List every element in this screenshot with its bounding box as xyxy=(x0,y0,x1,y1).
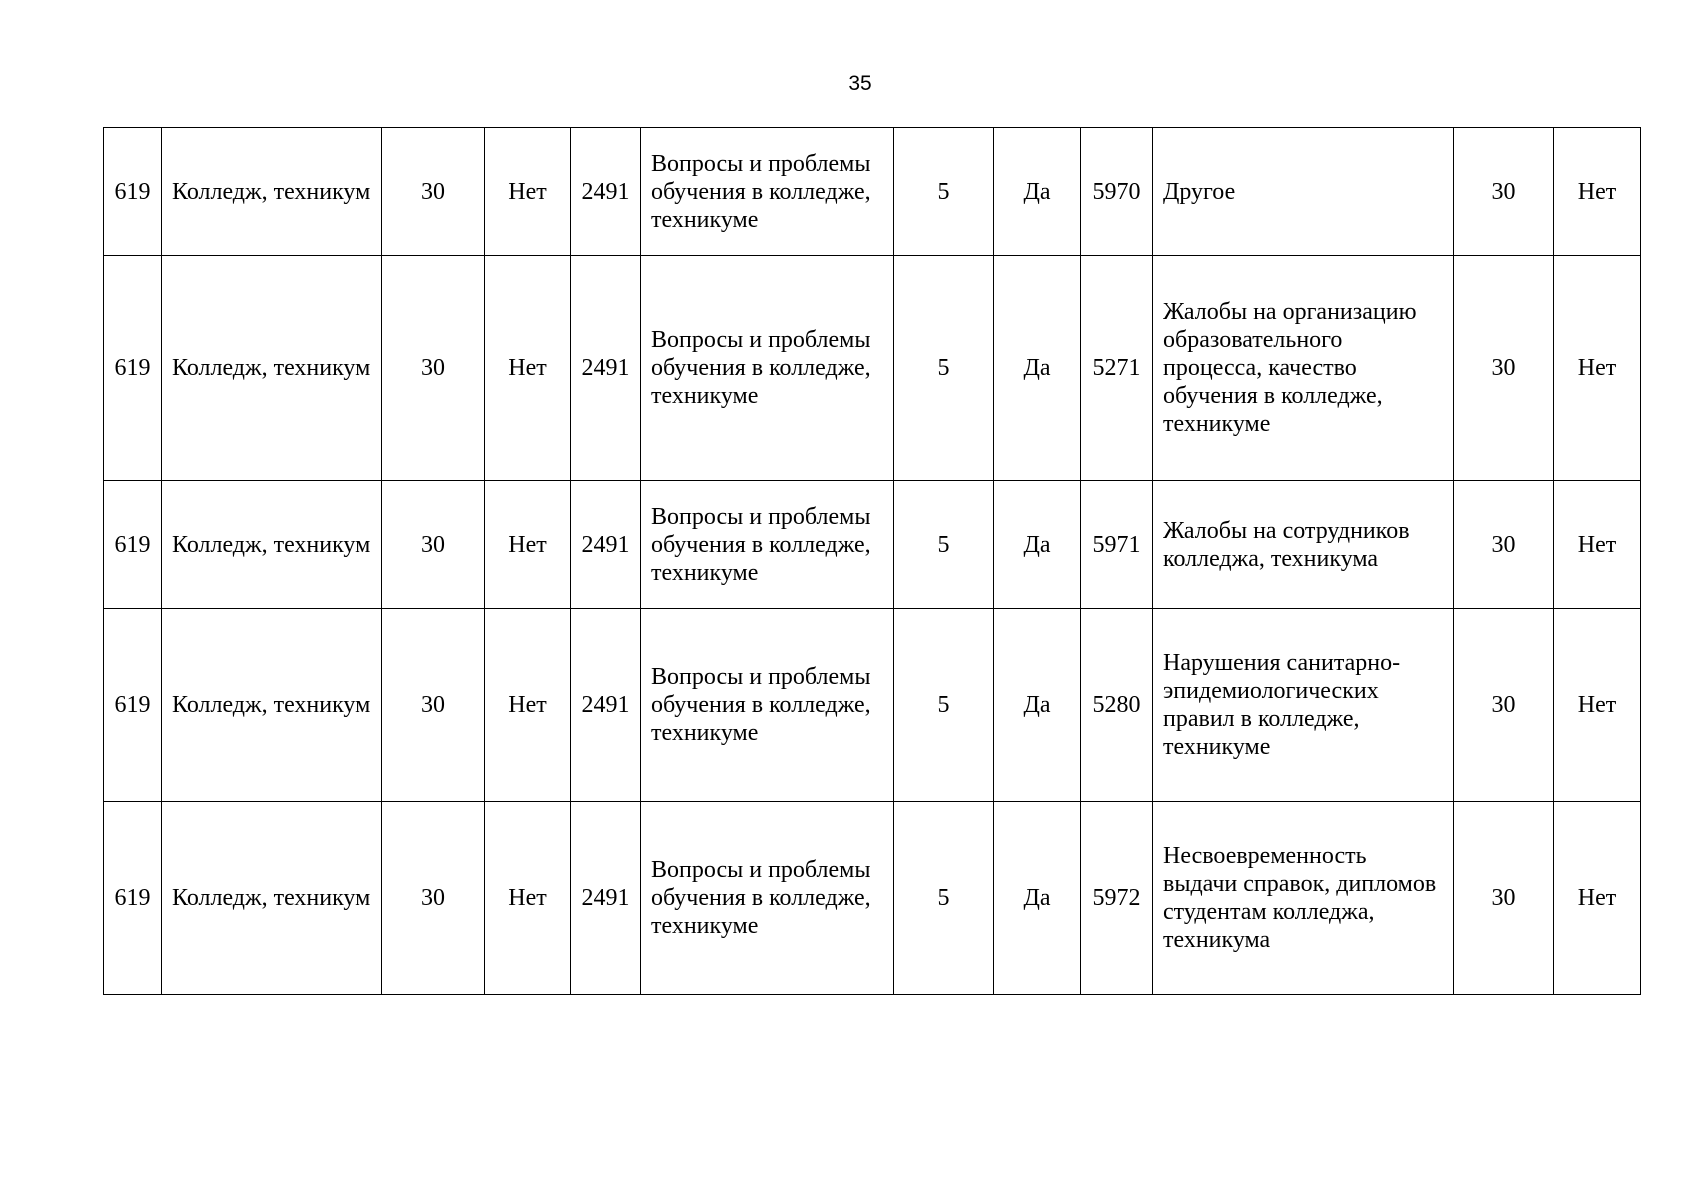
cell-subtopic: Нарушения санитарно-эпидемиологических правил в колледже, техникуме xyxy=(1153,609,1454,802)
cell-subcode: 5271 xyxy=(1081,256,1153,481)
cell-flag: Да xyxy=(994,128,1081,256)
cell-flag: Нет xyxy=(485,609,571,802)
cell-flag: Да xyxy=(994,802,1081,995)
cell-days: 30 xyxy=(1454,802,1554,995)
cell-code: 2491 xyxy=(571,256,641,481)
cell-id: 619 xyxy=(104,128,162,256)
cell-flag: Нет xyxy=(1554,802,1641,995)
cell-flag: Нет xyxy=(1554,609,1641,802)
cell-type: Колледж, техникум xyxy=(162,128,382,256)
cell-flag: Да xyxy=(994,609,1081,802)
cell-days: 30 xyxy=(382,802,485,995)
cell-subcode: 5971 xyxy=(1081,481,1153,609)
cell-days: 30 xyxy=(382,128,485,256)
cell-days: 30 xyxy=(1454,481,1554,609)
cell-days: 5 xyxy=(894,609,994,802)
table-row xyxy=(104,128,1641,256)
cell-days: 5 xyxy=(894,481,994,609)
cell-flag: Да xyxy=(994,256,1081,481)
cell-topic: Вопросы и проблемы обучения в колледже, техникуме xyxy=(641,256,894,481)
cell-code: 2491 xyxy=(571,802,641,995)
cell-id: 619 xyxy=(104,256,162,481)
cell-code: 2491 xyxy=(571,609,641,802)
cell-subcode: 5972 xyxy=(1081,802,1153,995)
cell-code: 2491 xyxy=(571,481,641,609)
cell-flag: Нет xyxy=(485,256,571,481)
cell-topic: Вопросы и проблемы обучения в колледже, техникуме xyxy=(641,128,894,256)
cell-subtopic: Другое xyxy=(1153,128,1454,256)
cell-subtopic: Несвоевременность выдачи справок, дипломов студентам колледжа, техникума xyxy=(1153,802,1454,995)
cell-days: 30 xyxy=(382,256,485,481)
table-row xyxy=(104,256,1641,481)
cell-topic: Вопросы и проблемы обучения в колледже, техникуме xyxy=(641,609,894,802)
cell-type: Колледж, техникум xyxy=(162,609,382,802)
cell-days: 30 xyxy=(382,609,485,802)
cell-flag: Нет xyxy=(485,481,571,609)
cell-days: 5 xyxy=(894,256,994,481)
cell-id: 619 xyxy=(104,481,162,609)
cell-flag: Нет xyxy=(1554,481,1641,609)
cell-days: 30 xyxy=(1454,609,1554,802)
cell-flag: Нет xyxy=(1554,256,1641,481)
cell-flag: Нет xyxy=(1554,128,1641,256)
cell-id: 619 xyxy=(104,802,162,995)
cell-type: Колледж, техникум xyxy=(162,802,382,995)
cell-subcode: 5970 xyxy=(1081,128,1153,256)
page-number: 35 xyxy=(848,72,872,95)
cell-subtopic: Жалобы на организацию образовательного процесса, качество обучения в колледже, техникуме xyxy=(1153,256,1454,481)
cell-code: 2491 xyxy=(571,128,641,256)
cell-days: 5 xyxy=(894,128,994,256)
cell-flag: Нет xyxy=(485,802,571,995)
cell-topic: Вопросы и проблемы обучения в колледже, техникуме xyxy=(641,481,894,609)
cell-topic: Вопросы и проблемы обучения в колледже, техникуме xyxy=(641,802,894,995)
cell-days: 30 xyxy=(382,481,485,609)
cell-days: 5 xyxy=(894,802,994,995)
cell-flag: Да xyxy=(994,481,1081,609)
cell-subcode: 5280 xyxy=(1081,609,1153,802)
table-row xyxy=(104,802,1641,995)
classification-table xyxy=(103,127,1641,995)
table-row xyxy=(104,609,1641,802)
cell-type: Колледж, техникум xyxy=(162,481,382,609)
cell-type: Колледж, техникум xyxy=(162,256,382,481)
cell-id: 619 xyxy=(104,609,162,802)
cell-flag: Нет xyxy=(485,128,571,256)
table-row xyxy=(104,481,1641,609)
cell-subtopic: Жалобы на сотрудников колледжа, техникума xyxy=(1153,481,1454,609)
cell-days: 30 xyxy=(1454,128,1554,256)
cell-days: 30 xyxy=(1454,256,1554,481)
